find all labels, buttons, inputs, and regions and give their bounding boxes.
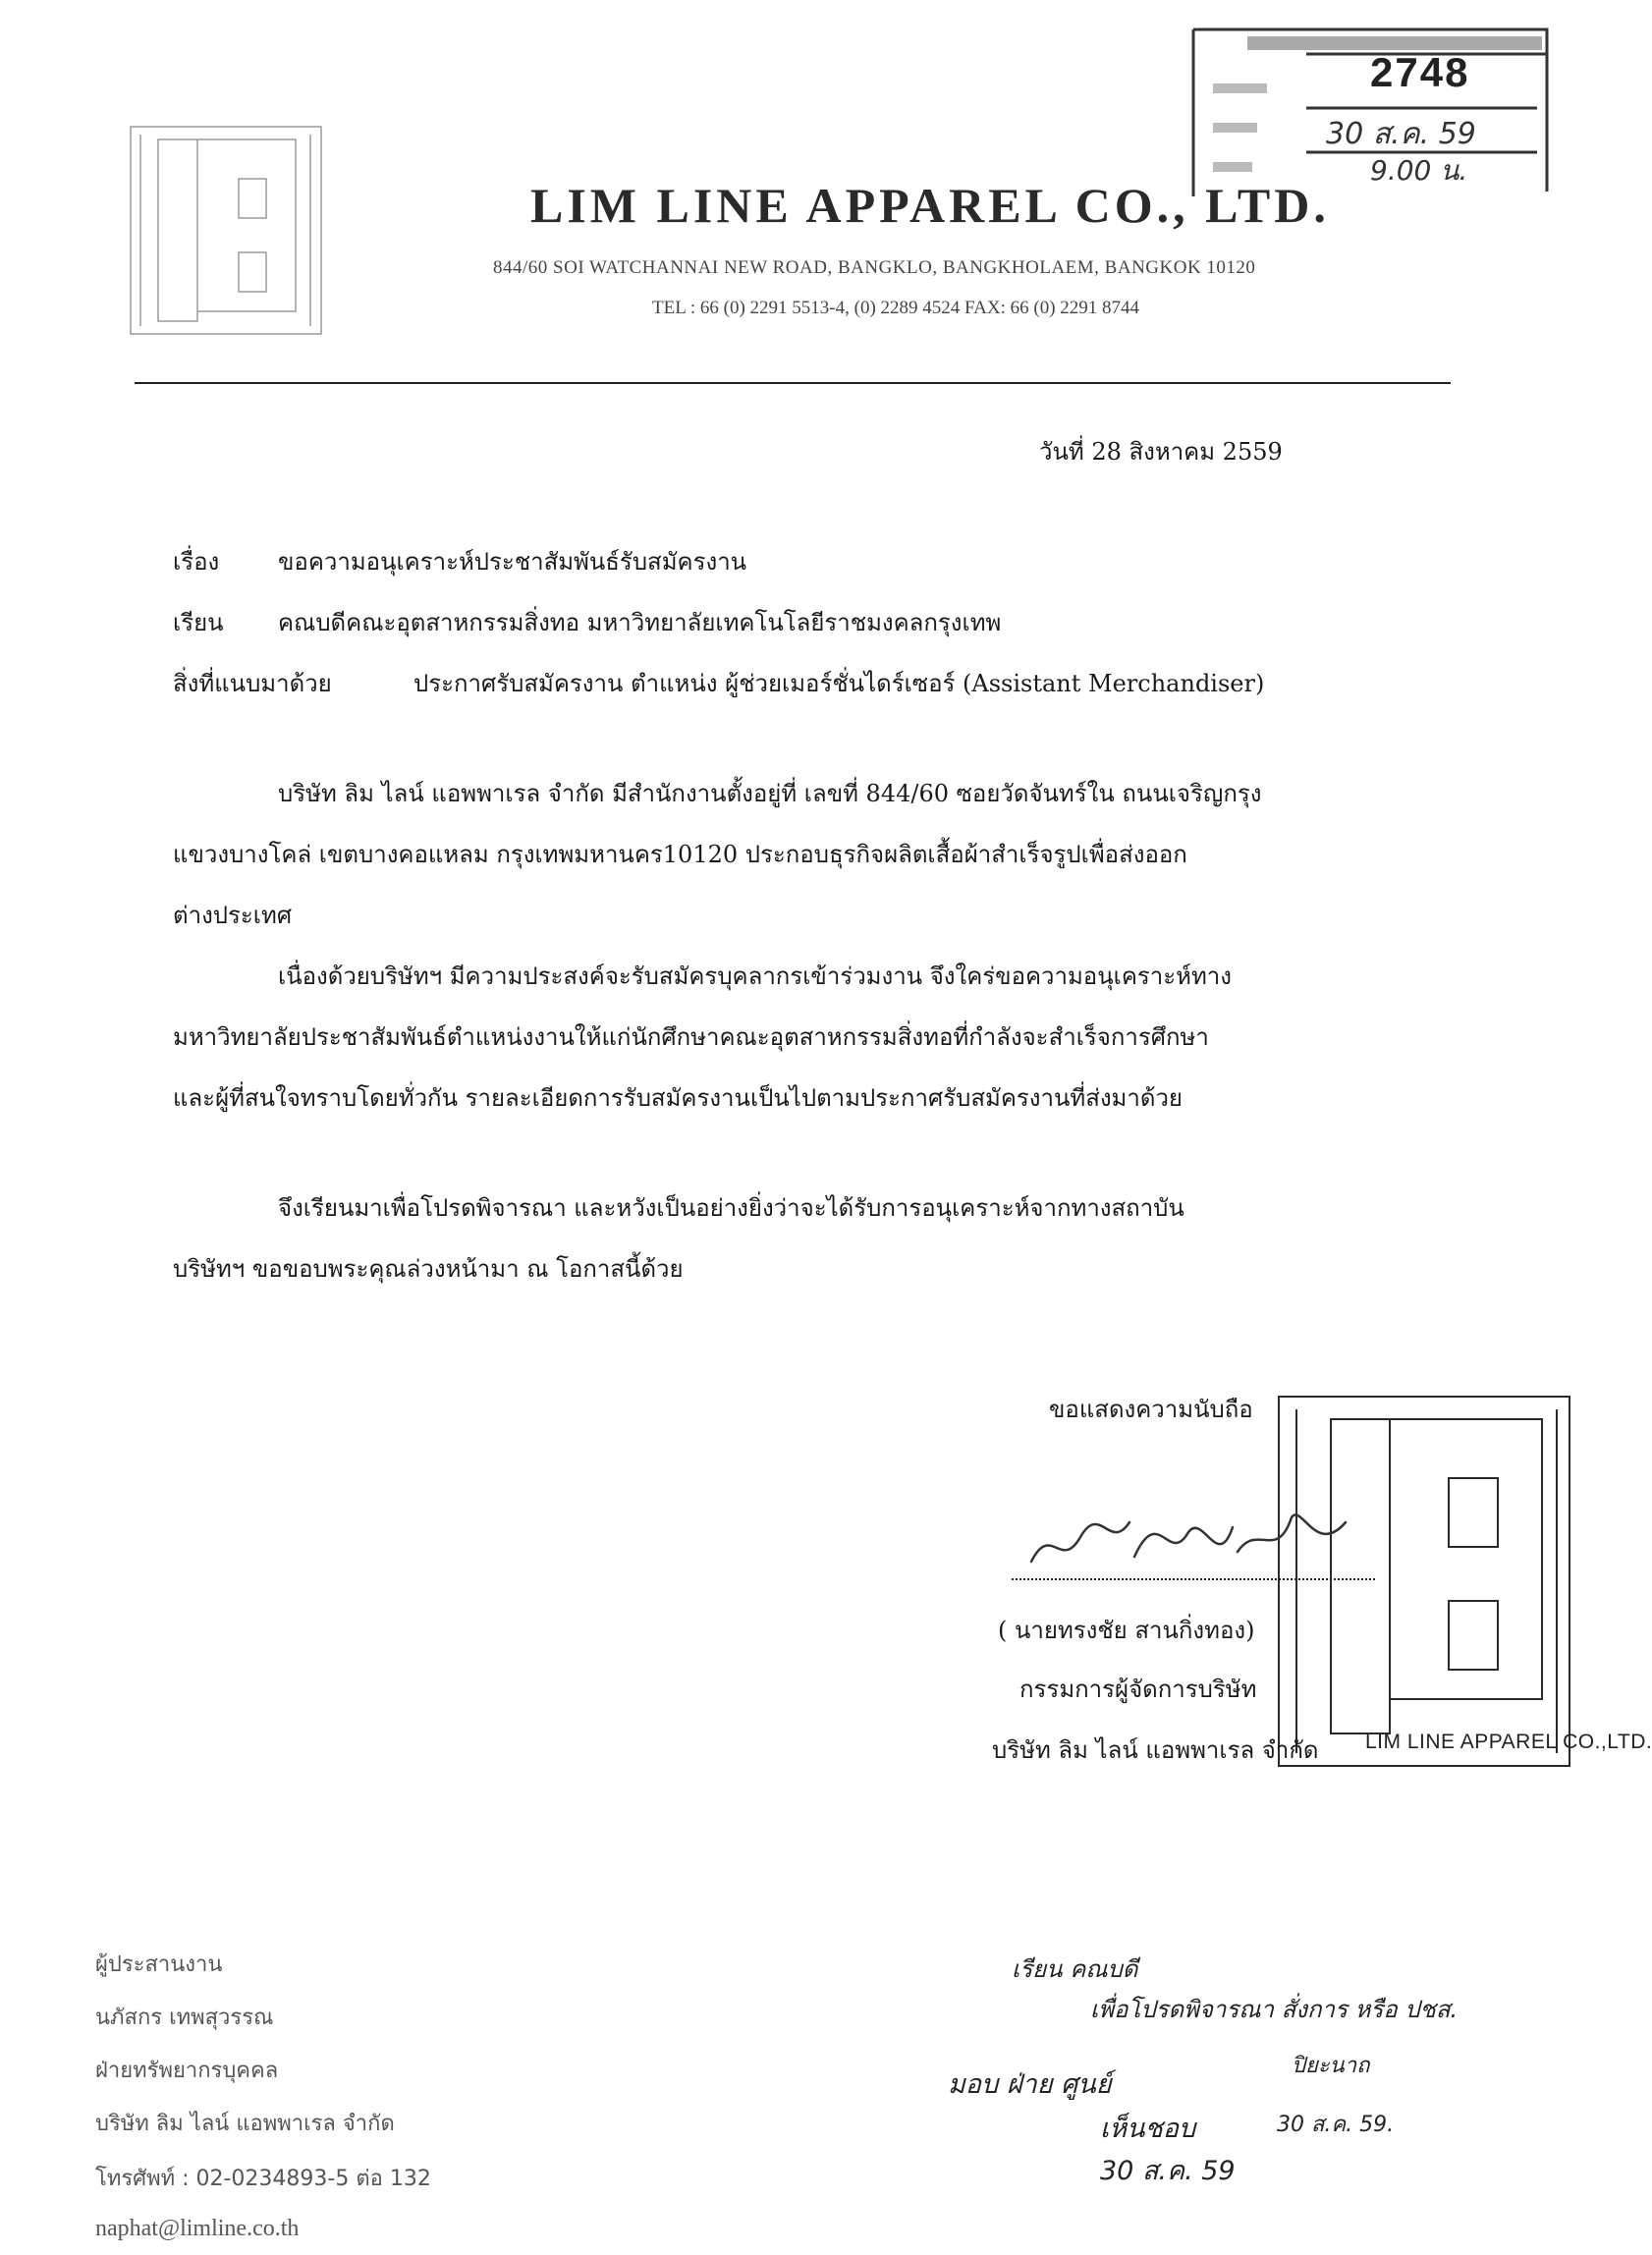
header-divider [135, 382, 1451, 384]
letter-date: วันที่ 28 สิงหาคม 2559 [1039, 438, 1283, 466]
signature-line [1012, 1578, 1375, 1580]
contact-label: ผู้ประสานงาน [95, 1952, 223, 1977]
subject-text: ขอความอนุเคราะห์ประชาสัมพันธ์รับสมัครงาน [278, 548, 747, 576]
handwritten-note: เพื่อโปรดพิจารณา สั่งการ หรือ ปชส. [1090, 1996, 1459, 2023]
enclosure-label: สิ่งที่แนบมาด้วย [173, 670, 332, 697]
handwritten-note: เห็นชอบ [1100, 2114, 1196, 2144]
contact-phone: โทรศัพท์ : 02-0234893-5 ต่อ 132 [95, 2167, 431, 2191]
paragraph-3-line-2: บริษัทฯ ขอขอบพระคุณล่วงหน้ามา ณ โอกาสนี้ด้วย [173, 1255, 684, 1283]
signer-title: กรรมการผู้จัดการบริษัท [1019, 1676, 1257, 1703]
signer-company: บริษัท ลิม ไลน์ แอพพาเรล จำกัด [992, 1736, 1319, 1764]
paragraph-1-line-3: ต่างประเทศ [173, 902, 293, 929]
enclosure-text: ประกาศรับสมัครงาน ตำแหน่ง ผู้ช่วยเมอร์ชั่นไดร์เซอร์ (Assistant Merchandiser) [413, 670, 1265, 697]
signer-name: ( นายทรงชัย สานกิ่งทอง) [998, 1617, 1255, 1644]
handwritten-note: 30 ส.ค. 59. [1277, 2113, 1395, 2137]
paragraph-1-line-1: บริษัท ลิม ไลน์ แอพพาเรล จำกัด มีสำนักงานตั้งอยู่ที่ เลขที่ 844/60 ซอยวัดจันทร์ใน ถนนเจริญกรุง [278, 780, 1262, 807]
seal-company-text: LIM LINE APPAREL CO.,LTD. [1365, 1731, 1652, 1753]
subject-label: เรื่อง [173, 548, 220, 576]
handwritten-note: ปิยะนาถ [1292, 2054, 1370, 2078]
handwritten-note: เรียน คณบดี [1012, 1955, 1138, 1983]
received-date: 30 ส.ค. 59 [1326, 117, 1476, 151]
company-address: 844/60 SOI WATCHANNAI NEW ROAD, BANGKLO, BANGKHOLAEM, BANGKOK 10120 [493, 257, 1256, 278]
handwritten-note: 30 ส.ค. 59 [1100, 2156, 1236, 2186]
company-seal-icon [1277, 1395, 1571, 1768]
signature-icon [1021, 1483, 1355, 1581]
contact-email[interactable]: naphat@limline.co.th [95, 2216, 300, 2241]
handwritten-note: มอบ ฝ่าย ศูนย์ [948, 2069, 1112, 2100]
received-time: 9.00 น. [1370, 154, 1468, 187]
recipient-label: เรียน [173, 609, 224, 636]
paragraph-1-line-2: แขวงบางโคล่ เขตบางคอแหลม กรุงเทพมหานคร10120 ประกอบธุรกิจผลิตเสื้อผ้าสำเร็จรูปเพื่อส่งออก [173, 841, 1187, 868]
recipient-text: คณบดีคณะอุตสาหกรรมสิ่งทอ มหาวิทยาลัยเทคโนโลยีราชมงคลกรุงเทพ [278, 609, 1002, 636]
paragraph-2-line-3: และผู้ที่สนใจทราบโดยทั่วกัน รายละเอียดการรับสมัครงานเป็นไปตามประกาศรับสมัครงานที่ส่งมาด้วย [173, 1084, 1183, 1112]
company-phone: TEL : 66 (0) 2291 5513-4, (0) 2289 4524 FAX: 66 (0) 2291 8744 [652, 298, 1140, 318]
received-number: 2748 [1370, 49, 1470, 95]
company-logo-icon [129, 125, 323, 336]
company-name: LIM LINE APPAREL CO., LTD. [530, 178, 1330, 233]
contact-department: ฝ่ายทรัพยากรบุคคล [95, 2059, 279, 2083]
contact-name: นภัสกร เทพสุวรรณ [95, 2006, 274, 2030]
closing-text: ขอแสดงความนับถือ [1049, 1396, 1253, 1423]
paragraph-2-line-1: เนื่องด้วยบริษัทฯ มีความประสงค์จะรับสมัครบุคลากรเข้าร่วมงาน จึงใคร่ขอความอนุเคราะห์ทาง [278, 962, 1232, 990]
contact-company: บริษัท ลิม ไลน์ แอพพาเรล จำกัด [95, 2112, 395, 2136]
paragraph-3-line-1: จึงเรียนมาเพื่อโปรดพิจารณา และหวังเป็นอย่างยิ่งว่าจะได้รับการอนุเคราะห์จากทางสถาบัน [278, 1194, 1184, 1222]
paragraph-2-line-2: มหาวิทยาลัยประชาสัมพันธ์ตำแหน่งงานให้แก่นักศึกษาคณะอุตสาหกรรมสิ่งทอที่กำลังจะสำเร็จการศึกษา [173, 1023, 1209, 1051]
